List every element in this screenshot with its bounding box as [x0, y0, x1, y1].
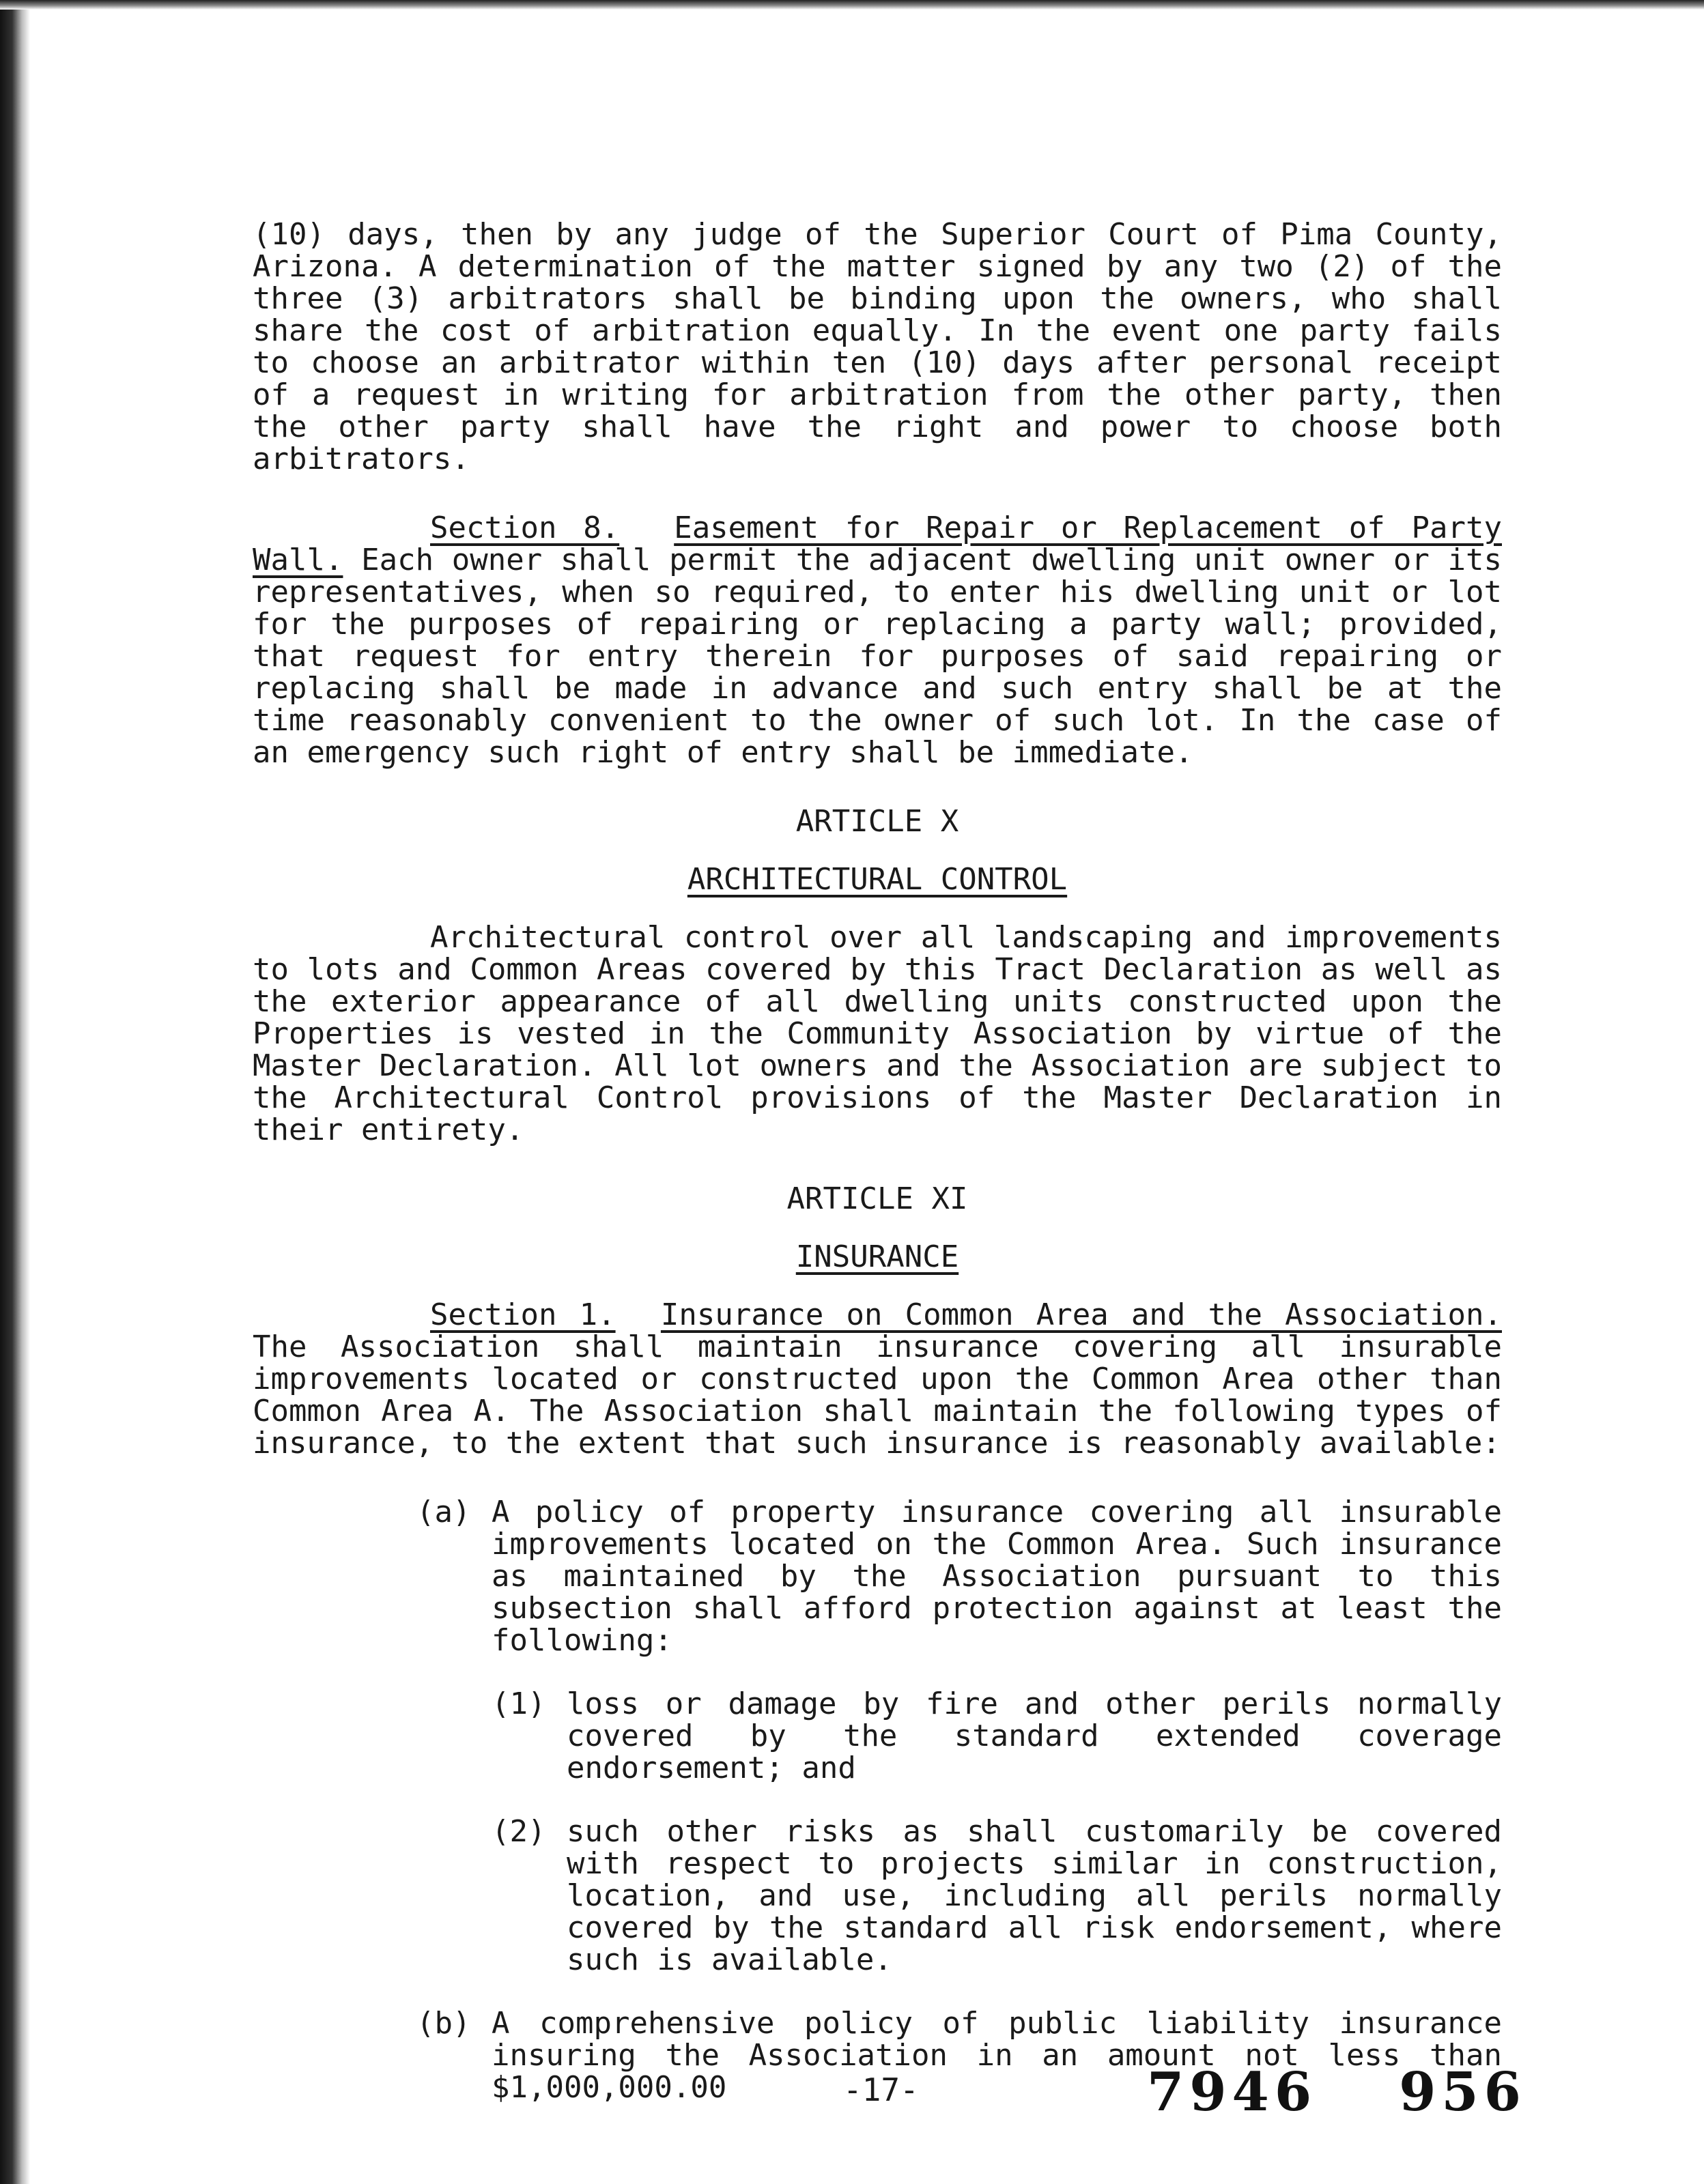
section-1-body: The Association shall maintain insurance covering all insurable improvements located or constructed upon the Common Area other than Common Area A. The Association shall maintain the following types of insurance, to the extent that such insurance is reasonably available: [253, 1330, 1502, 1461]
article-10-title: ARCHITECTURAL CONTROL [687, 862, 1068, 897]
article-11-number: ARTICLE XI [786, 1181, 968, 1216]
article-11-title-wrap [253, 1241, 1502, 1273]
scan-edge-left [0, 0, 30, 2184]
stamp-left-number: 7946 [1147, 2061, 1318, 2123]
section-1-title: Insurance on Common Area and the Association. [660, 1297, 1502, 1332]
list-item-a-text: A policy of property insurance covering all insurable improvements located on the Common Area. Such insurance as maintained by the Association pursuant to this subsection shall afford protection against at least the following: [492, 1495, 1502, 1658]
list-item-a-number: (a) [416, 1495, 471, 1529]
stamp-right-number: 956 [1399, 2061, 1526, 2123]
list-item-b-text: A comprehensive policy of public liability insurance insuring the Association in an amount not less than $1,000,000.00 [492, 2006, 1502, 2105]
article-10-number: ARTICLE X [795, 804, 959, 839]
section-1-label: Section 1. [430, 1297, 616, 1332]
article-10-title-wrap [253, 863, 1502, 895]
list-item-2-text: such other risks as shall customarily be covered with respect to projects similar in construction, location, and use, including all perils normally covered by the standard all risk endorsement, where such is available. [567, 1814, 1502, 1977]
article-10-body: Architectural control over all landscaping and improvements to lots and Common Areas covered by this Tract Declaration as well as the exterior appearance of all dwelling units constructed upon the Properties is vested in the Community Association by virtue of the Master Declaration. All lot owners and the Association are subject to the Architectural Control provisions of the Master Declaration in their entirety. [253, 920, 1502, 1147]
section-8-title: Easement for Repair or Replacement of Party Wall. [253, 511, 1502, 577]
scan-edge-top [0, 0, 1704, 10]
section-8 [253, 512, 1502, 768]
article-11-section-1 [253, 1299, 1502, 1459]
intro-paragraph: (10) days, then by any judge of the Superior Court of Pima County, Arizona. A determination of the matter signed by any two (2) of the three (3) arbitrators shall be binding upon the owners, who shall share the cost of arbitration equally. In the event one party fails to choose an arbitrator within ten (10) days after personal receipt of a request in writing for arbitration from the other party, then the other party shall have the right and power to choose both arbitrators. [253, 217, 1502, 476]
list-item-1-text: loss or damage by fire and other perils normally covered by the standard extended coverage endorsement; and [567, 1686, 1502, 1785]
list-item-b-number: (b) [416, 2006, 471, 2041]
document-page [253, 218, 1502, 2135]
section-8-label: Section 8. [430, 511, 620, 545]
document-stamp-number [1147, 2061, 1526, 2123]
article-11-title: INSURANCE [795, 1239, 959, 1274]
list-item-a [416, 1496, 1502, 1656]
page-number: -17- [843, 2071, 919, 2108]
list-item-1-number: (1) [492, 1686, 546, 1721]
list-item-2-number: (2) [492, 1814, 546, 1849]
list-item-1 [492, 1688, 1502, 1784]
list-item-2 [492, 1815, 1502, 1976]
section-8-body: Each owner shall permit the adjacent dwelling unit owner or its representatives, when so required, to enter his dwelling unit or lot for the purposes of repairing or replacing a party wall; provided, that request for entry therein for purposes of said repairing or replacing shall be made in advance and such entry shall be at the time reasonably convenient to the owner of such lot. In the case of an emergency such right of entry shall be immediate. [253, 543, 1502, 770]
